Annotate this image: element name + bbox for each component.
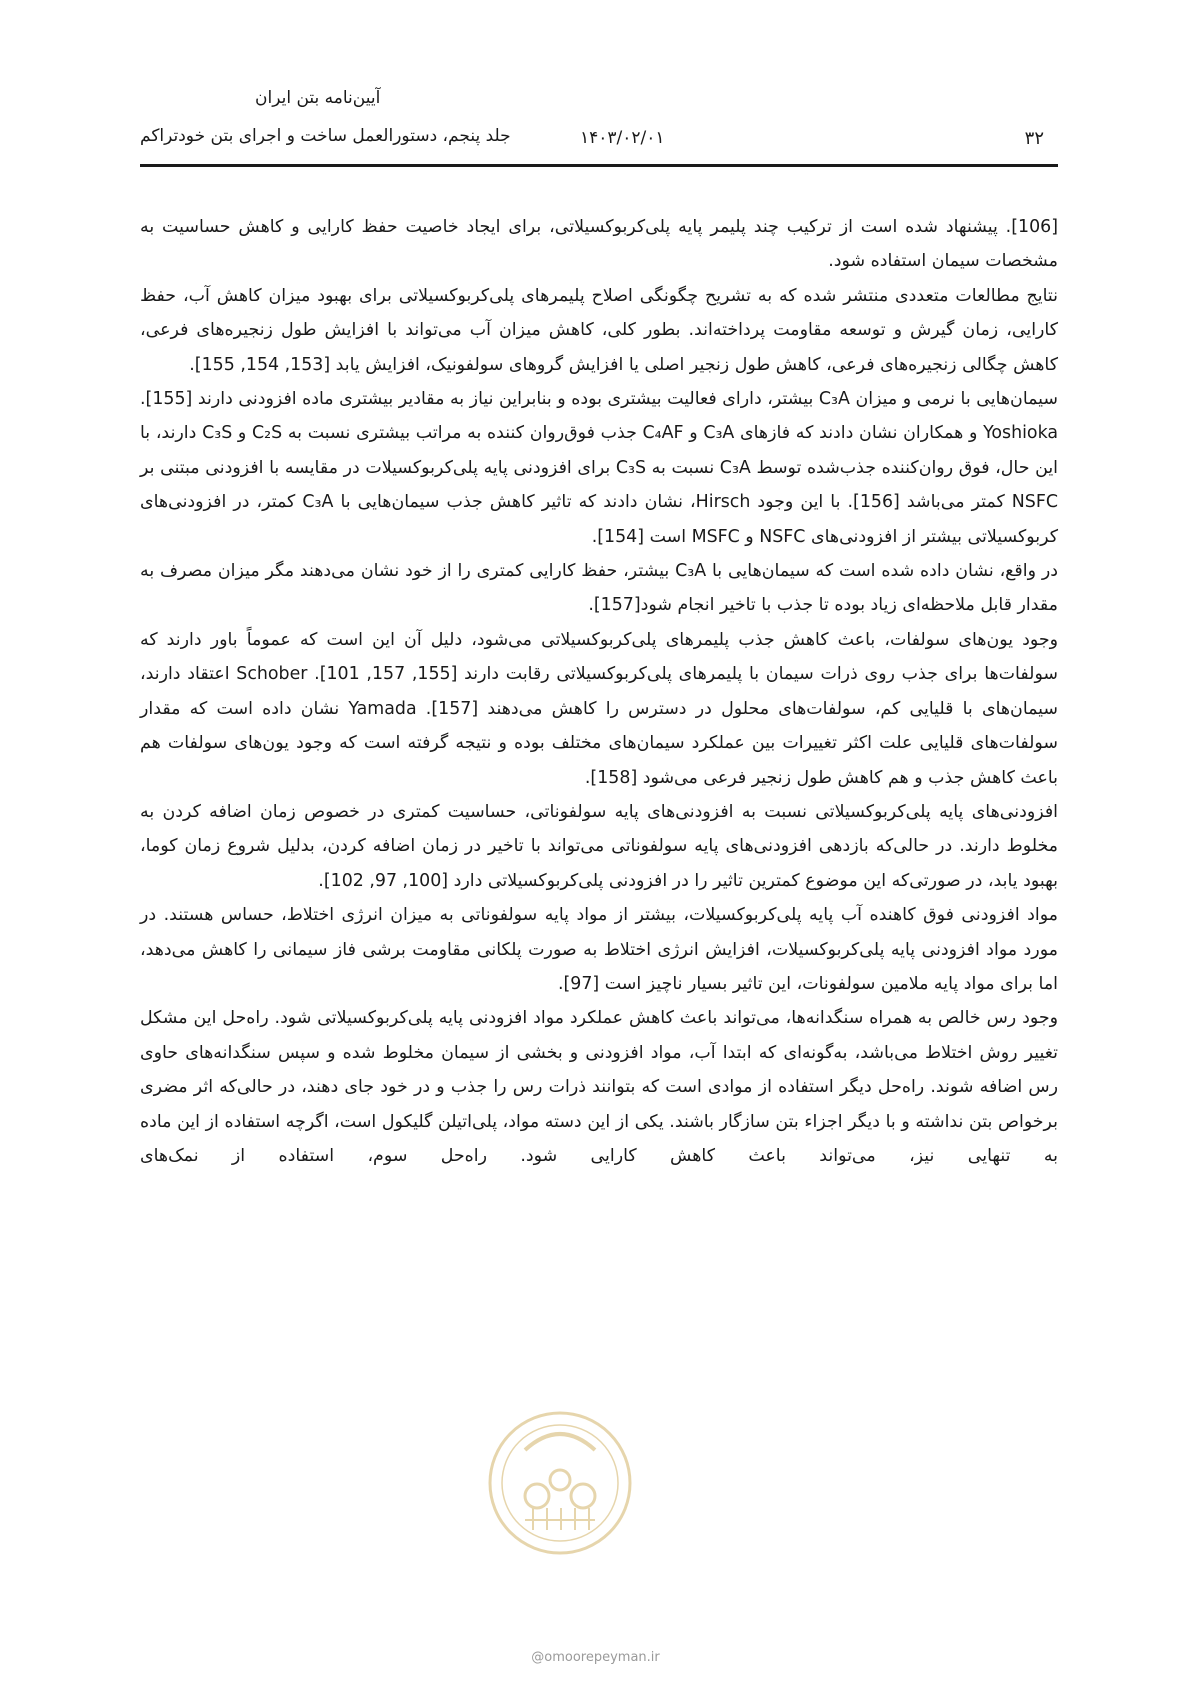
page-number: ۳۲: [1024, 128, 1044, 149]
watermark-site: @omoorepeyman.ir: [531, 1650, 660, 1665]
paragraph: افزودنی‌های پایه پلی‌کربوکسیلاتی نسبت به افزودنی‌های پایه سولفوناتی، حساسیت کمتری در خصوص زمان اضافه کردن به مخلوط دارند. در حالی‌که بازدهی افزودنی‌های پایه سولفوناتی می‌تواند با تاخیر در زمان اضافه کردن، بدلیل شروع زمان کوما، بهبود یابد، در صورتی‌که این موضوع کمترین تاثیر را در افزودنی پلی‌کربوکسیلاتی دارد [100, 97, 102].: [140, 801, 1058, 891]
issue-date: ۱۴۰۳/۰۲/۰۱: [580, 128, 665, 148]
code-title: آیین‌نامه بتن ایران: [255, 88, 381, 108]
main-text: [140, 210, 1058, 1500]
volume-title: جلد پنجم، دستورالعمل ساخت و اجرای بتن خودتراکم: [140, 126, 511, 146]
paragraph: وجود یون‌های سولفات، باعث کاهش جذب پلیمرهای پلی‌کربوکسیلاتی می‌شود، دلیل آن این است که عموماً باور دارند که سولفات‌ها برای جذب روی ذرات سیمان با پلیمرهای پلی‌کربوکسیلاتی رقابت دارند [155, 157, 101]. Schober اعتقاد دارند، سیمان‌های با قلیایی کم، سولفات‌های محلول در دسترس را کاهش می‌دهند [157]. Yamada نشان داده است که مقدار سولفات‌های قلیایی علت اکثر تغییرات بین عملکرد سیمان‌های مختلف بوده و نتیجه گرفته است که وجود یون‌های سولفات هم باعث کاهش جذب و هم کاهش طول زنجیر فرعی می‌شود [158].: [140, 629, 1058, 788]
paragraph: [106]. پیشنهاد شده است از ترکیب چند پلیمر پایه پلی‌کربوکسیلاتی، برای ایجاد خاصیت حفظ کارایی و کاهش حساسیت به مشخصات سیمان استفاده شود.: [140, 217, 1058, 272]
paragraph: وجود رس خالص به همراه سنگدانه‌ها، می‌تواند باعث کاهش عملکرد مواد افزودنی پایه پلی‌کربوکسیلاتی شود. راه‌حل این مشکل تغییر روش اختلاط می‌باشد، به‌گونه‌ای که ابتدا آب، مواد افزودنی و بخشی از سیمان مخلوط شده و سپس سنگدانه‌های حاوی رس اضافه شوند. راه‌حل دیگر استفاده از موادی است که بتوانند ذرات رس را جذب و در خود جای دهند، در حالی‌که اثر مضری برخواص بتن نداشته و با دیگر اجزاء بتن سازگار باشند. یکی از این دسته مواد، پلی‌اتیلن گلیکول است، اگرچه استفاده از این ماده به تنهایی نیز، می‌تواند باعث کاهش کارایی شود. راه‌حل سوم، استفاده از نمک‌های: [140, 1008, 1058, 1166]
header-rule: [140, 164, 1058, 167]
paragraph: نتایج مطالعات متعددی منتشر شده که به تشریح چگونگی اصلاح پلیمرهای پلی‌کربوکسیلاتی برای بهبود میزان کاهش آب، حفظ کارایی، زمان گیرش و توسعه مقاومت پرداخته‌اند. بطور کلی، کاهش میزان آب می‌تواند با افزایش طول زنجیره‌های فرعی، کاهش چگالی زنجیره‌های فرعی، کاهش طول زنجیر اصلی یا افزایش گروهای سولفونیک، افزایش یابد [153, 154, 155].: [140, 285, 1058, 375]
paragraph: مواد افزودنی فوق کاهنده آب پایه پلی‌کربوکسیلات، بیشتر از مواد پایه سولفوناتی به میزان انرژی اختلاط، حساس هستند. در مورد مواد افزودنی پایه پلی‌کربوکسیلات، افزایش انرژی اختلاط به صورت پلکانی مقاومت برشی فاز سیمانی را کاهش می‌دهد، اما برای مواد پایه ملامین سولفونات، این تاثیر بسیار ناچیز است [97].: [140, 905, 1058, 994]
page-header: [140, 80, 1058, 170]
paragraph: سیمان‌هایی با نرمی و میزان C₃A بیشتر، دارای فعالیت بیشتری بوده و بنابراین نیاز به مقادیر بیشتری ماده افزودنی دارند [155]. Yoshioka و همکاران نشان دادند که فازهای C₃A و C₄AF جذب فوق‌روان کننده به مراتب بیشتری نسبت به C₂S و C₃S دارند، با این حال، فوق روان‌کننده جذب‌شده توسط C₃A نسبت به C₃S برای افزودنی پایه پلی‌کربوکسیلات در مقایسه با افزودنی مبتنی بر NSFC کمتر می‌باشد [156]. با این وجود Hirsch، نشان دادند که تاثیر کاهش جذب سیمان‌هایی با C₃A کمتر، در افزودنی‌های کربوکسیلاتی بیشتر از افزودنی‌های NSFC و MSFC است [154].: [140, 389, 1058, 547]
watermark-seal-icon: [485, 1408, 635, 1558]
paragraph: در واقع، نشان داده شده است که سیمان‌هایی با C₃A بیشتر، حفظ کارایی کمتری را از خود نشان می‌دهند مگر میزان مصرف به مقدار قابل ملاحظه‌ای زیاد بوده تا جذب با تاخیر انجام شود[157].: [140, 561, 1058, 616]
